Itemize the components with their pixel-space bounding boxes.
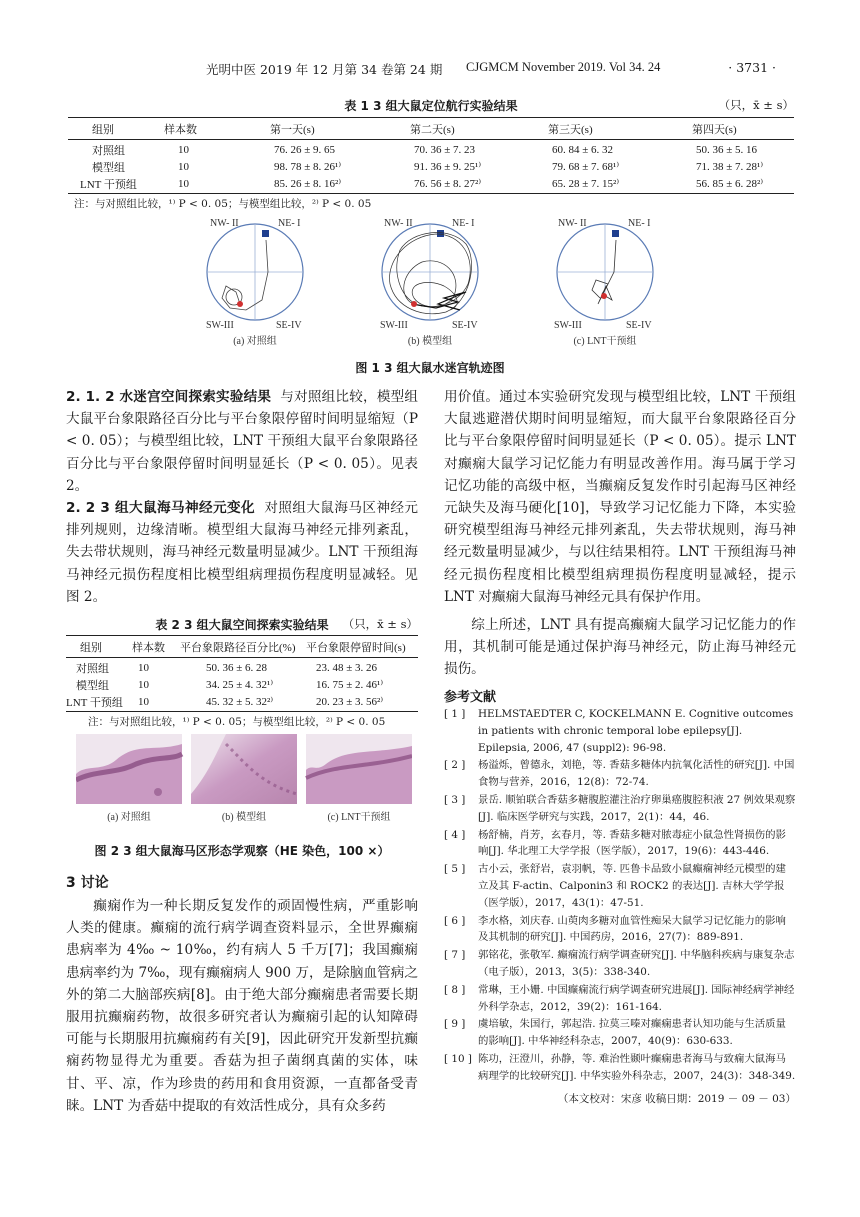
- platform-marker: [612, 230, 619, 237]
- table1: [68, 120, 794, 137]
- quadrant-label-ne: NE- I: [452, 218, 475, 229]
- table1-header: 第四天(s): [692, 123, 737, 136]
- table1-cell: 60. 84 ± 6. 32: [552, 143, 614, 156]
- figure2-panel-label: (a) 对照组: [107, 812, 151, 823]
- figure2-panel-a: [76, 734, 182, 823]
- table1-cell: 模型组: [92, 161, 125, 174]
- list-item: [444, 982, 796, 1016]
- table2-body: [66, 659, 418, 710]
- table1-cell: 85. 26 ± 8. 16²⁾: [274, 178, 342, 190]
- table2-caption-row: [66, 616, 418, 633]
- table1-bottom-rule: [68, 193, 794, 194]
- table1-unit: （只，x̄ ± s）: [718, 98, 794, 112]
- ref-number: [ 6 ]: [444, 914, 466, 927]
- left-column: [66, 386, 418, 608]
- list-item: [444, 706, 796, 756]
- figure2-panel-b: [191, 734, 297, 823]
- swim-path-dense: [412, 292, 466, 310]
- ref-number: [ 3 ]: [444, 793, 466, 806]
- table2-mid-rule: [66, 657, 418, 658]
- list-item: [444, 757, 796, 791]
- cell-cluster: [154, 788, 162, 796]
- quadrant-label-se: SE-IV: [276, 320, 302, 331]
- table1-cell: 91. 36 ± 9. 25¹⁾: [414, 161, 482, 173]
- table-row: [68, 158, 794, 175]
- figure1-panel-label: (a) 对照组: [233, 336, 277, 347]
- section-title: 2. 1. 2 水迷宫空间探索实验结果: [66, 389, 272, 405]
- table2-unit: （只，x̄ ± s）: [342, 617, 418, 631]
- table1-cell: 79. 68 ± 7. 68¹⁾: [552, 161, 620, 173]
- figure2-caption: 图 2 3 组大鼠海马区形态学观察（HE 染色，100 ×）: [94, 844, 390, 858]
- platform-marker: [262, 230, 269, 237]
- reference-list: [444, 706, 796, 1107]
- start-marker: [237, 301, 243, 307]
- ref-number: [ 1 ]: [444, 708, 466, 720]
- section-body: 与对照组比较，模型组大鼠平台象限路径百分比与平台象限停留时间明显缩短（P < 0. 05）；与模型组比较，LNT 干预组大鼠平台象限路径百分比与平台象限停留时间明显延长（P < 0. 05）。见表 2。: [66, 389, 418, 494]
- quadrant-label-ne: NE- I: [278, 218, 301, 229]
- table1-cell: 56. 85 ± 6. 28²⁾: [696, 178, 764, 190]
- list-item: [444, 1051, 796, 1085]
- page-number: · 3731 ·: [728, 60, 776, 75]
- ref-text: 景岳. 顺铂联合香菇多糖腹腔灌注治疗卵巢癌腹腔积液 27 例效果观察[J]. 临床医学研究与实践，2017，2(1)：44，46.: [478, 793, 796, 823]
- table1-cell: 10: [178, 160, 189, 173]
- table1-cell: 98. 78 ± 8. 26¹⁾: [274, 161, 342, 173]
- list-item: [444, 913, 796, 947]
- table2-cell: 10: [138, 678, 149, 691]
- table2-cell: 16. 75 ± 2. 46¹⁾: [316, 679, 384, 691]
- figure1-panel-b: [380, 218, 478, 347]
- journal-en: CJGMCM November 2019. Vol 34. 24: [466, 60, 661, 74]
- discussion-title: 3 讨论: [66, 875, 109, 891]
- table2-cell: LNT 干预组: [66, 696, 123, 709]
- table1-body: [68, 141, 794, 192]
- table2-cell: 23. 48 ± 3. 26: [316, 661, 378, 674]
- figure2-panel-label: (c) LNT干预组: [327, 812, 391, 823]
- table2-note: 注：与对照组比较，¹⁾ P < 0. 05；与模型组比较，²⁾ P < 0. 05: [88, 716, 386, 728]
- table2-header: 组别: [80, 641, 102, 654]
- ref-text: 李水格，刘庆春. 山萸肉多糖对血管性痴呆大鼠学习记忆能力的影响及其机制的研究[J]. 中国药房，2016，27(7)：889-891.: [478, 914, 786, 944]
- ref-text: 陈功，汪澄川，孙静，等. 难治性颞叶癫痫患者海马与致痫大鼠海马病理学的比较研究[J]. 中华实验外科杂志，2007，24(3)：348-349.: [478, 1052, 796, 1082]
- figure1-caption: 图 1 3 组大鼠水迷宫轨迹图: [355, 361, 505, 375]
- quadrant-label-se: SE-IV: [626, 320, 652, 331]
- quadrant-label-sw: SW-III: [380, 320, 408, 331]
- figure2-svg: [76, 734, 412, 826]
- table2-cell: 20. 23 ± 3. 56²⁾: [316, 696, 384, 708]
- table1-header: 样本数: [164, 123, 197, 136]
- quadrant-label-sw: SW-III: [206, 320, 234, 331]
- table2-cell: 34. 25 ± 4. 32¹⁾: [206, 679, 274, 691]
- table1-header: 组别: [92, 123, 114, 136]
- proofread-note: （本文校对：宋彦 收稿日期：2019 － 09 － 03）: [557, 1092, 796, 1105]
- table1-cell: 对照组: [92, 144, 125, 157]
- table1-cell: 70. 36 ± 7. 23: [414, 143, 476, 156]
- ref-text: 杨溢烁，曾德永，刘艳，等. 香菇多糖体内抗氧化活性的研究[J]. 中国食物与营养，2016，12(8)：72-74.: [478, 759, 795, 789]
- ref-text: 杨舒楠，肖芳，玄春月，等. 香菇多糖对脓毒症小鼠急性肾损伤的影响[J]. 华北理工大学学报（医学版），2017，19(6)：443-446.: [478, 828, 786, 858]
- right-column: [444, 386, 796, 681]
- quadrant-label-se: SE-IV: [452, 320, 478, 331]
- list-item: [444, 947, 796, 981]
- table-row: [68, 141, 794, 158]
- table1-header-row: [68, 120, 794, 137]
- ref-number: [ 7 ]: [444, 949, 466, 962]
- table1-cell: 10: [178, 143, 189, 156]
- list-item: [444, 792, 796, 826]
- quadrant-label-sw: SW-III: [554, 320, 582, 331]
- table2-header: 平台象限停留时间(s): [306, 641, 406, 654]
- figure2-panel-c: [306, 734, 412, 823]
- figure1-panel-c: [554, 218, 653, 347]
- platform-marker: [437, 230, 444, 237]
- table2-cell: 对照组: [76, 662, 109, 675]
- table2-header: 平台象限路径百分比(%): [180, 641, 296, 654]
- table2-header: 样本数: [132, 641, 165, 654]
- discussion-body: [66, 895, 418, 1117]
- list-item: [444, 827, 796, 861]
- table1-cell: 65. 28 ± 7. 15²⁾: [552, 178, 620, 190]
- journal-cn: 光明中医 2019 年 12 月第 34 卷第 24 期: [206, 62, 443, 77]
- ref-number: [ 10 ]: [444, 1052, 472, 1065]
- ref-number: [ 2 ]: [444, 759, 466, 772]
- table1-cell: 50. 36 ± 5. 16: [696, 143, 758, 156]
- section-2-2: [66, 497, 418, 608]
- section-title: 2. 2 3 组大鼠海马神经元变化: [66, 500, 255, 517]
- conclusion-paragraph: 综上所述，LNT 具有提高癫痫大鼠学习记忆能力的作用，其机制可能是通过保护海马神经元，防止海马神经元损伤。: [444, 617, 796, 678]
- table1-cell: 76. 26 ± 9. 65: [274, 143, 336, 156]
- quadrant-label-nw: NW- II: [210, 218, 239, 229]
- references-title: 参考文献: [444, 690, 497, 705]
- ref-text: 虞培敏，朱国行，郭起浩. 拉莫三嗪对癫痫患者认知功能与生活质量的影响[J]. 中华神经科杂志，2007，40(9)：630-633.: [478, 1018, 786, 1048]
- ref-text: HELMSTAEDTER C, KOCKELMANN E. Cognitive outcomes in patients with chronic temporal lobe epilepsy[J]. Epilepsia, 2006, 47 (suppl2): 96-98.: [478, 708, 794, 754]
- ref-number: [ 8 ]: [444, 983, 466, 996]
- table1-cell: LNT 干预组: [80, 178, 137, 191]
- swim-path: [390, 233, 472, 314]
- quadrant-label-ne: NE- I: [628, 218, 651, 229]
- ref-number: [ 4 ]: [444, 828, 466, 841]
- table2-cell: 45. 32 ± 5. 32²⁾: [206, 696, 274, 708]
- ref-number: [ 5 ]: [444, 863, 466, 876]
- table1-cell: 76. 56 ± 8. 27²⁾: [414, 178, 482, 190]
- start-marker: [601, 293, 607, 299]
- figure2: [76, 734, 412, 826]
- table2-cell: 10: [138, 661, 149, 674]
- ref-text: 古小云，张舒岩，袁羽帆，等. 匹鲁卡品致小鼠癫痫神经元模型的建立及其 F-actin、Calponin3 和 ROCK2 的表达[J]. 吉林大学学报（医学版），2017，43(1)：47-51.: [478, 863, 786, 909]
- table2-cell: 10: [138, 695, 149, 708]
- table2-bottom-rule: [66, 711, 418, 712]
- figure1-panel-label: (c) LNT干预组: [573, 336, 637, 347]
- right-paragraph: 用价值。通过本实验研究发现与模型组比较，LNT 干预组大鼠逃避潜伏期时间明显缩短，而大鼠平台象限路径百分比与平台象限停留时间明显延长（P < 0. 05）。提示 LNT 对癫痫大鼠学习记忆能力有明显改善作用。海马属于学习记忆功能的高级中枢，当癫痫反复发作时引起海马区神经元缺失及海马硬化[10]，导致学习记忆能力下降，本实验研究模型组海马神经元排列紊乱，失去带状规则，海马神经元数量明显减少，与以往结果相符。LNT 干预组海马神经元损伤程度相比模型组病理损伤程度明显减轻，提示 LNT 对癫痫大鼠海马神经元具有保护作用。: [444, 389, 796, 605]
- table1-header: 第一天(s): [270, 123, 315, 136]
- table-row: [68, 175, 794, 192]
- table2-cell: 模型组: [76, 679, 109, 692]
- table1-mid-rule: [68, 139, 794, 140]
- section-2-1-2: [66, 386, 418, 497]
- quadrant-label-nw: NW- II: [384, 218, 413, 229]
- list-item: [444, 861, 796, 911]
- table1-header: 第二天(s): [410, 123, 455, 136]
- table2-caption: 表 2 3 组大鼠空间探索实验结果: [155, 618, 329, 632]
- table-row: [66, 693, 418, 710]
- figure1-panel-label: (b) 模型组: [407, 336, 453, 347]
- table-row: [66, 659, 418, 676]
- ref-text: 郭铭花，张敬军. 癫痫流行病学调查研究[J]. 中华脑科疾病与康复杂志（电子版），2013，3(5)：338-340.: [478, 949, 795, 978]
- ref-number: [ 9 ]: [444, 1018, 466, 1031]
- quadrant-label-nw: NW- II: [558, 218, 587, 229]
- table1-note: 注：与对照组比较，¹⁾ P < 0. 05；与模型组比较，²⁾ P < 0. 05: [74, 198, 372, 210]
- table2-header-row: [66, 638, 418, 655]
- start-marker: [411, 301, 417, 307]
- table2-top-rule: [66, 635, 418, 636]
- table1-top-rule: [68, 117, 794, 118]
- section-body: 对照组大鼠海马区神经元排列规则，边缘清晰。模型组大鼠海马神经元排列紊乱，失去带状规则，海马神经元数量明显减少。LNT 干预组海马神经元损伤程度相比模型组病理损伤程度明显减轻。见图 2。: [66, 500, 418, 605]
- table-row: [66, 676, 418, 693]
- list-item: [444, 1016, 796, 1050]
- discussion-paragraph: 癫痫作为一种长期反复发作的顽固慢性病，严重影响人类的健康。癫痫的流行病学调查资料显示，全世界癫痫患病率为 4‰ ~ 10‰，约有病人 5 千万[7]；我国癫痫患病率约为 7‰，现有癫痫病人 900 万，是除脑血管病之外的第二大脑部疾病[8]。由于绝大部分癫痫患者需要长期服用抗癫痫药物，故很多研究者认为癫痫引起的认知障碍可能与长期服用抗癫痫药有关[9]，因此研究开发新型抗癫痫药物显得尤为重要。香菇为担子菌纲真菌的实体，味甘、平、凉，作为珍贵的药用和食用资源，一直都备受青睐。LNT 为香菇中提取的有效活性成分，具有众多药: [66, 898, 418, 1114]
- figure1-svg: [200, 212, 660, 362]
- table2: [66, 638, 418, 655]
- ref-text: 常琳，王小姗. 中国癫痫流行病学调查研究进展[J]. 国际神经病学神经外科学杂志，2012，39(2)：161-164.: [478, 983, 795, 1013]
- figure1-panel-a: [206, 218, 303, 347]
- table1-header: 第三天(s): [548, 123, 593, 136]
- table1-cell: 71. 38 ± 7. 28¹⁾: [696, 161, 764, 173]
- table1-caption-row: [68, 97, 794, 114]
- table1-cell: 10: [178, 177, 189, 190]
- figure2-panel-label: (b) 模型组: [221, 812, 267, 823]
- figure1: [200, 212, 660, 362]
- swim-path: [222, 240, 268, 310]
- table1-caption: 表 1 3 组大鼠定位航行实验结果: [344, 99, 518, 113]
- table2-cell: 50. 36 ± 6. 28: [206, 661, 268, 674]
